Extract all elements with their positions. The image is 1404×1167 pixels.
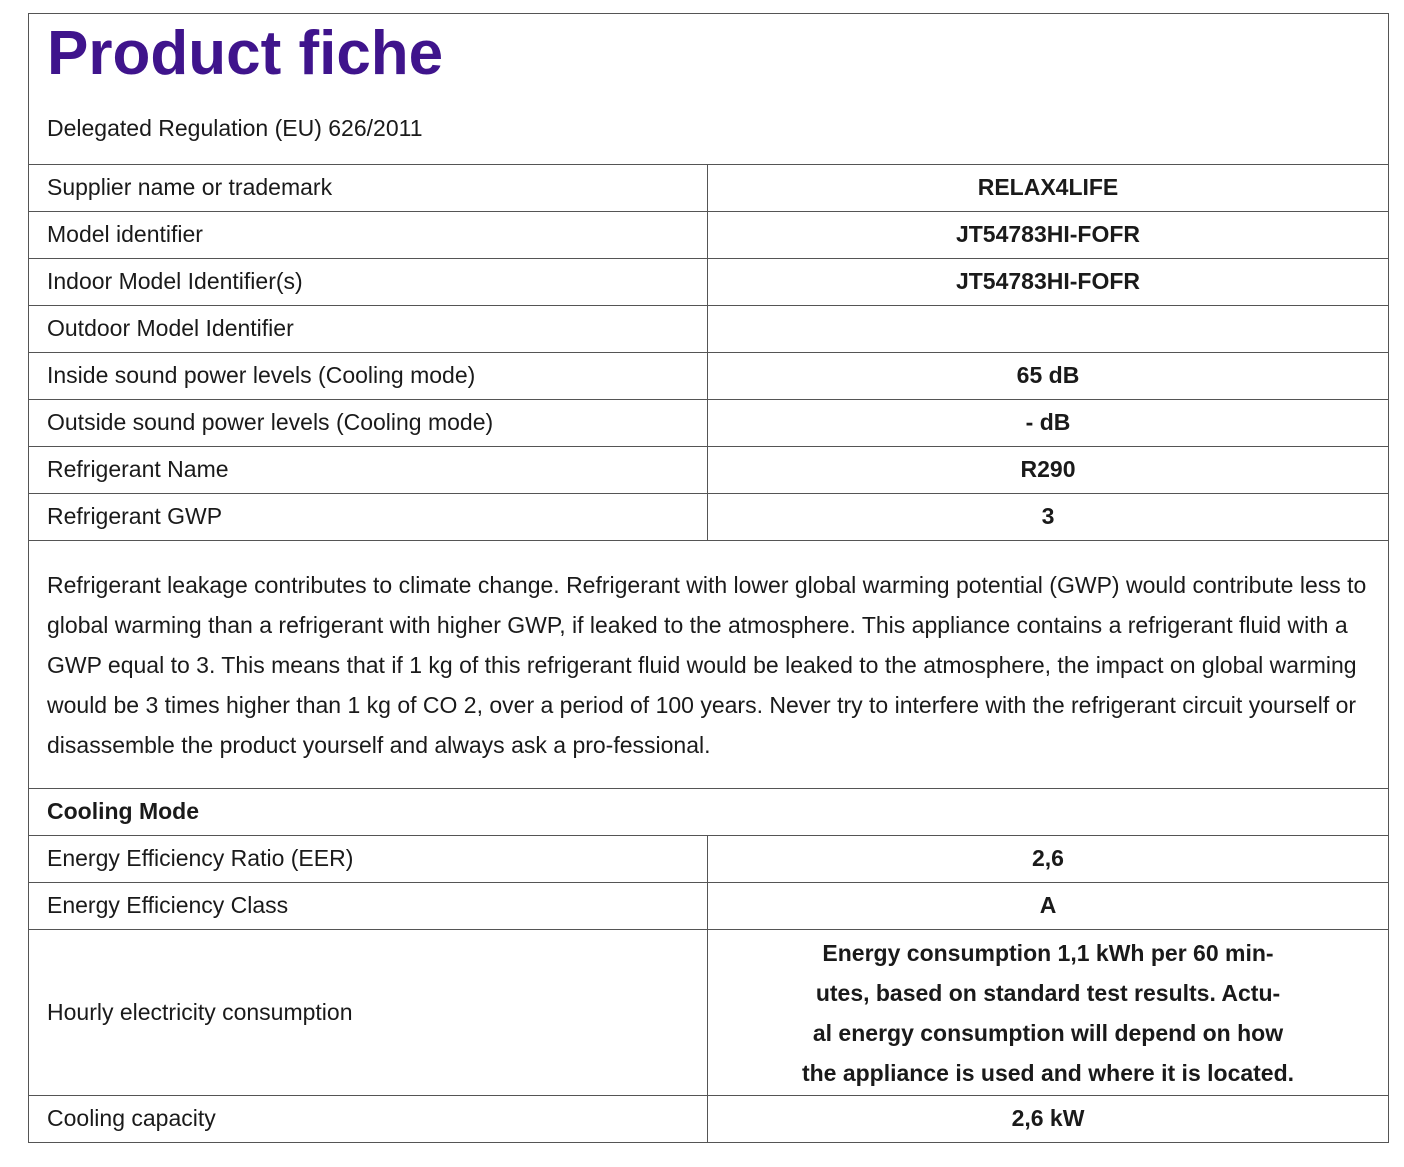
- table-row: [29, 353, 1389, 400]
- table-row: [29, 259, 1389, 306]
- row-value: 3: [708, 494, 1389, 541]
- hourly-line: utes, based on standard test results. Actu-: [815, 979, 1281, 1006]
- row-label: Refrigerant GWP: [29, 494, 708, 541]
- row-label: Indoor Model Identifier(s): [29, 259, 708, 306]
- hourly-line: Energy consumption 1,1 kWh per 60 min-: [822, 939, 1274, 966]
- cooling-mode-heading: Cooling Mode: [29, 789, 1389, 836]
- row-label: Inside sound power levels (Cooling mode): [29, 353, 708, 400]
- table-row: [29, 447, 1389, 494]
- cooling-capacity-label: Cooling capacity: [29, 1096, 708, 1143]
- row-label: Refrigerant Name: [29, 447, 708, 494]
- regulation-subtitle: Delegated Regulation (EU) 626/2011: [47, 115, 423, 141]
- table-row: [29, 212, 1389, 259]
- table-row: [29, 306, 1389, 353]
- product-fiche-table: [28, 13, 1389, 1143]
- row-value: [708, 306, 1389, 353]
- hourly-consumption-value: [708, 930, 1389, 1096]
- page-title: Product fiche: [47, 19, 444, 88]
- hourly-consumption-label: Hourly electricity consumption: [29, 930, 708, 1096]
- eer-value: 2,6: [708, 836, 1389, 883]
- row-value: JT54783HI-FOFR: [708, 259, 1389, 306]
- table-row: [29, 165, 1389, 212]
- table-row: [29, 836, 1389, 883]
- row-value: 65 dB: [708, 353, 1389, 400]
- energy-class-label: Energy Efficiency Class: [29, 883, 708, 930]
- gwp-notice-text: Refrigerant leakage contributes to climate change. Refrigerant with lower global warming potential (GWP) would contribute less to global warming than a refrigerant with higher GWP, if leaked to the atmosphere. This appliance contains a refrigerant fluid with a GWP equal to 3. This means that if 1 kg of this refrigerant fluid would be leaked to the atmosphere, the impact on global warming would be 3 times higher than 1 kg of CO 2, over a period of 100 years. Never try to interfere with the refrigerant circuit yourself or disassemble the product yourself and always ask a pro-fessional.: [29, 541, 1389, 789]
- row-value: RELAX4LIFE: [708, 165, 1389, 212]
- row-value: R290: [708, 447, 1389, 494]
- energy-class-value: A: [708, 883, 1389, 930]
- table-row: [29, 494, 1389, 541]
- notice-row: [29, 541, 1389, 789]
- table-row: [29, 930, 1389, 1096]
- header-row: [29, 14, 1389, 165]
- row-value: - dB: [708, 400, 1389, 447]
- hourly-line: the appliance is used and where it is located.: [801, 1059, 1295, 1086]
- hourly-line: al energy consumption will depend on how: [812, 1019, 1284, 1046]
- row-label: Model identifier: [29, 212, 708, 259]
- table-row: [29, 883, 1389, 930]
- row-label: Outdoor Model Identifier: [29, 306, 708, 353]
- row-label: Supplier name or trademark: [29, 165, 708, 212]
- eer-label: Energy Efficiency Ratio (EER): [29, 836, 708, 883]
- table-row: [29, 1096, 1389, 1143]
- cooling-capacity-value: 2,6 kW: [708, 1096, 1389, 1143]
- table-row: [29, 400, 1389, 447]
- section-row: [29, 789, 1389, 836]
- row-value: JT54783HI-FOFR: [708, 212, 1389, 259]
- header-cell: [29, 14, 1389, 165]
- row-label: Outside sound power levels (Cooling mode): [29, 400, 708, 447]
